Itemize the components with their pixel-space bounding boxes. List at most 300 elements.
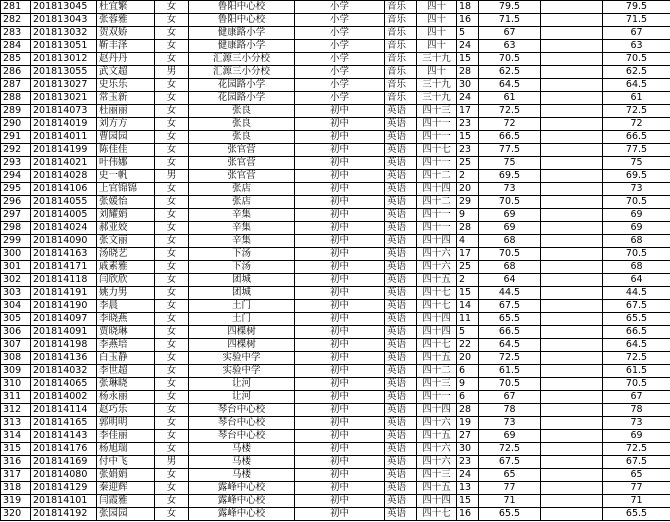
seq-cell: 287	[1, 79, 31, 92]
score-cell: 62.5	[479, 66, 541, 79]
school-cell: 琴台中心校	[189, 417, 295, 430]
subject-cell: 音乐	[385, 27, 417, 40]
final-score-cell: 72.5	[603, 105, 670, 118]
final-score-cell: 70.5	[603, 248, 670, 261]
subject-cell: 英语	[385, 170, 417, 183]
final-score-cell: 66.5	[603, 326, 670, 339]
school-cell: 张良	[189, 105, 295, 118]
stage-cell: 初中	[295, 430, 385, 443]
id-cell: 201814028	[31, 170, 97, 183]
stage-cell: 初中	[295, 339, 385, 352]
seq-cell: 284	[1, 40, 31, 53]
score-cell: 73	[479, 417, 541, 430]
sex-cell: 女	[155, 131, 189, 144]
subject-cell: 英语	[385, 157, 417, 170]
school-cell: 四棵树	[189, 339, 295, 352]
school-cell: 实验中学	[189, 352, 295, 365]
room-cell: 四十五	[417, 482, 457, 495]
room-cell: 四十	[417, 14, 457, 27]
final-score-cell: 67	[603, 27, 670, 40]
id-cell: 201813021	[31, 92, 97, 105]
blank-cell	[541, 235, 603, 248]
seat-cell: 15	[457, 287, 479, 300]
seat-cell: 30	[457, 443, 479, 456]
table-row	[1, 378, 670, 391]
table-row	[1, 1, 670, 14]
seq-cell: 309	[1, 365, 31, 378]
score-cell: 72.5	[479, 105, 541, 118]
seq-cell: 294	[1, 170, 31, 183]
seq-cell: 316	[1, 456, 31, 469]
seq-cell: 296	[1, 196, 31, 209]
stage-cell: 初中	[295, 105, 385, 118]
score-cell: 72	[479, 118, 541, 131]
id-cell: 201814097	[31, 313, 97, 326]
name-cell: 曹园园	[97, 131, 155, 144]
score-cell: 64.5	[479, 79, 541, 92]
blank-cell	[541, 79, 603, 92]
subject-cell: 英语	[385, 105, 417, 118]
sex-cell: 女	[155, 144, 189, 157]
final-score-cell: 69	[603, 222, 670, 235]
name-cell: 付中飞	[97, 456, 155, 469]
sex-cell: 女	[155, 92, 189, 105]
seat-cell: 9	[457, 378, 479, 391]
table-body	[1, 1, 670, 521]
name-cell: 闫欣欣	[97, 274, 155, 287]
school-cell: 花园路小学	[189, 92, 295, 105]
sex-cell: 女	[155, 404, 189, 417]
table-row	[1, 66, 670, 79]
subject-cell: 英语	[385, 222, 417, 235]
sex-cell: 女	[155, 300, 189, 313]
id-cell: 201814165	[31, 417, 97, 430]
school-cell: 实验中学	[189, 365, 295, 378]
blank-cell	[541, 313, 603, 326]
final-score-cell: 71	[603, 495, 670, 508]
seat-cell: 30	[457, 79, 479, 92]
seat-cell: 20	[457, 183, 479, 196]
sex-cell: 女	[155, 313, 189, 326]
blank-cell	[541, 105, 603, 118]
subject-cell: 英语	[385, 508, 417, 521]
score-cell: 71	[479, 495, 541, 508]
name-cell: 靳丰泽	[97, 40, 155, 53]
sex-cell: 女	[155, 27, 189, 40]
subject-cell: 英语	[385, 274, 417, 287]
blank-cell	[541, 248, 603, 261]
subject-cell: 英语	[385, 443, 417, 456]
name-cell: 赵巧乐	[97, 404, 155, 417]
seq-cell: 312	[1, 404, 31, 417]
score-cell: 77	[479, 482, 541, 495]
seq-cell: 295	[1, 183, 31, 196]
name-cell: 叶伟娜	[97, 157, 155, 170]
name-cell: 郭明明	[97, 417, 155, 430]
seat-cell: 28	[457, 66, 479, 79]
seat-cell: 17	[457, 248, 479, 261]
sex-cell: 女	[155, 378, 189, 391]
id-cell: 201814024	[31, 222, 97, 235]
name-cell: 白玉静	[97, 352, 155, 365]
sex-cell: 女	[155, 105, 189, 118]
seat-cell: 19	[457, 417, 479, 430]
id-cell: 201813051	[31, 40, 97, 53]
table-row	[1, 469, 670, 482]
school-cell: 张官营	[189, 170, 295, 183]
stage-cell: 小学	[295, 79, 385, 92]
id-cell: 201813043	[31, 14, 97, 27]
sex-cell: 女	[155, 326, 189, 339]
blank-cell	[541, 14, 603, 27]
sex-cell: 女	[155, 274, 189, 287]
school-cell: 张良	[189, 131, 295, 144]
subject-cell: 英语	[385, 261, 417, 274]
sex-cell: 女	[155, 79, 189, 92]
room-cell: 四十	[417, 27, 457, 40]
id-cell: 201814192	[31, 508, 97, 521]
seq-cell: 320	[1, 508, 31, 521]
school-cell: 露峰中心校	[189, 482, 295, 495]
table-row	[1, 248, 670, 261]
id-cell: 201814199	[31, 144, 97, 157]
score-cell: 72.5	[479, 352, 541, 365]
room-cell: 四十四	[417, 313, 457, 326]
subject-cell: 英语	[385, 131, 417, 144]
blank-cell	[541, 482, 603, 495]
final-score-cell: 69	[603, 209, 670, 222]
table-row	[1, 495, 670, 508]
blank-cell	[541, 287, 603, 300]
id-cell: 201813027	[31, 79, 97, 92]
seq-cell: 304	[1, 300, 31, 313]
seat-cell: 28	[457, 222, 479, 235]
stage-cell: 小学	[295, 14, 385, 27]
blank-cell	[541, 365, 603, 378]
score-cell: 63	[479, 40, 541, 53]
seat-cell: 17	[457, 105, 479, 118]
subject-cell: 英语	[385, 430, 417, 443]
sex-cell: 女	[155, 183, 189, 196]
id-cell: 201814190	[31, 300, 97, 313]
stage-cell: 初中	[295, 378, 385, 391]
final-score-cell: 79.5	[603, 1, 670, 14]
room-cell: 四十七	[417, 339, 457, 352]
subject-cell: 音乐	[385, 92, 417, 105]
name-cell: 上官锦锦	[97, 183, 155, 196]
seat-cell: 14	[457, 300, 479, 313]
sex-cell: 女	[155, 196, 189, 209]
table-row	[1, 235, 670, 248]
name-cell: 张琳晓	[97, 378, 155, 391]
school-cell: 健康路小学	[189, 40, 295, 53]
name-cell: 秦迎辉	[97, 482, 155, 495]
table-row	[1, 482, 670, 495]
sex-cell: 女	[155, 508, 189, 521]
subject-cell: 英语	[385, 456, 417, 469]
final-score-cell: 64	[603, 274, 670, 287]
seq-cell: 299	[1, 235, 31, 248]
id-cell: 201814118	[31, 274, 97, 287]
name-cell: 武文超	[97, 66, 155, 79]
school-cell: 琴台中心校	[189, 404, 295, 417]
school-cell: 张店	[189, 196, 295, 209]
room-cell: 四十六	[417, 456, 457, 469]
final-score-cell: 61	[603, 92, 670, 105]
table-row	[1, 183, 670, 196]
room-cell: 四十三	[417, 378, 457, 391]
final-score-cell: 70.5	[603, 53, 670, 66]
sex-cell: 女	[155, 235, 189, 248]
stage-cell: 小学	[295, 92, 385, 105]
score-cell: 66.5	[479, 131, 541, 144]
seat-cell: 2	[457, 170, 479, 183]
subject-cell: 音乐	[385, 79, 417, 92]
sex-cell: 女	[155, 157, 189, 170]
name-cell: 汤晓艺	[97, 248, 155, 261]
subject-cell: 英语	[385, 417, 417, 430]
room-cell: 四十六	[417, 261, 457, 274]
stage-cell: 初中	[295, 274, 385, 287]
seq-cell: 288	[1, 92, 31, 105]
id-cell: 201813045	[31, 1, 97, 14]
subject-cell: 英语	[385, 495, 417, 508]
table-row	[1, 170, 670, 183]
final-score-cell: 77	[603, 482, 670, 495]
room-cell: 四十一	[417, 131, 457, 144]
name-cell: 赵丹丹	[97, 53, 155, 66]
table-row	[1, 391, 670, 404]
table-row	[1, 27, 670, 40]
blank-cell	[541, 118, 603, 131]
sex-cell: 女	[155, 365, 189, 378]
id-cell: 201814191	[31, 287, 97, 300]
room-cell: 四十一	[417, 118, 457, 131]
final-score-cell: 73	[603, 183, 670, 196]
final-score-cell: 72.5	[603, 443, 670, 456]
stage-cell: 初中	[295, 404, 385, 417]
id-cell: 201814005	[31, 209, 97, 222]
id-cell: 201814101	[31, 495, 97, 508]
room-cell: 四十	[417, 66, 457, 79]
table-row	[1, 157, 670, 170]
seq-cell: 291	[1, 131, 31, 144]
final-score-cell: 72.5	[603, 352, 670, 365]
school-cell: 让河	[189, 378, 295, 391]
school-cell: 鲁阳中心校	[189, 14, 295, 27]
subject-cell: 英语	[385, 144, 417, 157]
sex-cell: 女	[155, 443, 189, 456]
score-cell: 73	[479, 183, 541, 196]
id-cell: 201814011	[31, 131, 97, 144]
name-cell: 李燕培	[97, 339, 155, 352]
stage-cell: 初中	[295, 144, 385, 157]
seat-cell: 25	[457, 157, 479, 170]
school-cell: 团城	[189, 274, 295, 287]
blank-cell	[541, 131, 603, 144]
seat-cell: 11	[457, 313, 479, 326]
seq-cell: 303	[1, 287, 31, 300]
name-cell: 郝亚姣	[97, 222, 155, 235]
id-cell: 201814091	[31, 326, 97, 339]
name-cell: 戚素雅	[97, 261, 155, 274]
name-cell: 杨永丽	[97, 391, 155, 404]
seat-cell: 18	[457, 1, 479, 14]
seq-cell: 281	[1, 1, 31, 14]
id-cell: 201814169	[31, 456, 97, 469]
id-cell: 201814055	[31, 196, 97, 209]
id-cell: 201814171	[31, 261, 97, 274]
seat-cell: 28	[457, 404, 479, 417]
final-score-cell: 44.5	[603, 287, 670, 300]
blank-cell	[541, 300, 603, 313]
final-score-cell: 64.5	[603, 339, 670, 352]
table-row	[1, 300, 670, 313]
subject-cell: 音乐	[385, 1, 417, 14]
school-cell: 张官营	[189, 157, 295, 170]
sex-cell: 女	[155, 40, 189, 53]
room-cell: 四十七	[417, 144, 457, 157]
score-cell: 67.5	[479, 300, 541, 313]
table-row	[1, 508, 670, 521]
table-row	[1, 417, 670, 430]
subject-cell: 英语	[385, 209, 417, 222]
sex-cell: 女	[155, 430, 189, 443]
score-cell: 64.5	[479, 339, 541, 352]
school-cell: 琴台中心校	[189, 430, 295, 443]
score-cell: 77.5	[479, 144, 541, 157]
table-row	[1, 144, 670, 157]
sex-cell: 女	[155, 495, 189, 508]
final-score-cell: 65.5	[603, 313, 670, 326]
sex-cell: 女	[155, 261, 189, 274]
room-cell: 四十四	[417, 326, 457, 339]
id-cell: 201814136	[31, 352, 97, 365]
blank-cell	[541, 378, 603, 391]
final-score-cell: 63	[603, 40, 670, 53]
table-row	[1, 339, 670, 352]
score-cell: 61	[479, 92, 541, 105]
seat-cell: 29	[457, 196, 479, 209]
room-cell: 四十三	[417, 469, 457, 482]
blank-cell	[541, 92, 603, 105]
stage-cell: 初中	[295, 508, 385, 521]
room-cell: 四十六	[417, 248, 457, 261]
seat-cell: 22	[457, 339, 479, 352]
seat-cell: 2	[457, 274, 479, 287]
table-row	[1, 209, 670, 222]
score-cell: 70.5	[479, 53, 541, 66]
id-cell: 201813055	[31, 66, 97, 79]
blank-cell	[541, 352, 603, 365]
final-score-cell: 62.5	[603, 66, 670, 79]
stage-cell: 初中	[295, 248, 385, 261]
final-score-cell: 68	[603, 261, 670, 274]
subject-cell: 音乐	[385, 66, 417, 79]
table-row	[1, 105, 670, 118]
school-cell: 土门	[189, 300, 295, 313]
sex-cell: 女	[155, 352, 189, 365]
subject-cell: 英语	[385, 235, 417, 248]
room-cell: 四十二	[417, 365, 457, 378]
name-cell: 李佳丽	[97, 430, 155, 443]
sex-cell: 女	[155, 1, 189, 14]
seq-cell: 302	[1, 274, 31, 287]
sex-cell: 男	[155, 170, 189, 183]
room-cell: 四十六	[417, 417, 457, 430]
sex-cell: 男	[155, 66, 189, 79]
subject-cell: 英语	[385, 469, 417, 482]
blank-cell	[541, 274, 603, 287]
name-cell: 姚力男	[97, 287, 155, 300]
room-cell: 四十六	[417, 443, 457, 456]
seq-cell: 305	[1, 313, 31, 326]
final-score-cell: 73	[603, 417, 670, 430]
room-cell: 四十一	[417, 391, 457, 404]
seat-cell: 24	[457, 40, 479, 53]
table-row	[1, 430, 670, 443]
table-row	[1, 313, 670, 326]
table-row	[1, 274, 670, 287]
id-cell: 201814114	[31, 404, 97, 417]
seat-cell: 15	[457, 53, 479, 66]
name-cell: 李世超	[97, 365, 155, 378]
subject-cell: 英语	[385, 352, 417, 365]
table-row	[1, 222, 670, 235]
final-score-cell: 69.5	[603, 170, 670, 183]
blank-cell	[541, 339, 603, 352]
room-cell: 四十五	[417, 430, 457, 443]
blank-cell	[541, 495, 603, 508]
room-cell: 四十二	[417, 170, 457, 183]
seq-cell: 318	[1, 482, 31, 495]
seq-cell: 286	[1, 66, 31, 79]
final-score-cell: 68	[603, 235, 670, 248]
subject-cell: 英语	[385, 326, 417, 339]
score-cell: 78	[479, 404, 541, 417]
final-score-cell: 78	[603, 404, 670, 417]
blank-cell	[541, 456, 603, 469]
school-cell: 张店	[189, 183, 295, 196]
stage-cell: 初中	[295, 287, 385, 300]
subject-cell: 英语	[385, 482, 417, 495]
seq-cell: 314	[1, 430, 31, 443]
seq-cell: 289	[1, 105, 31, 118]
id-cell: 201814019	[31, 118, 97, 131]
school-cell: 辛集	[189, 222, 295, 235]
seq-cell: 310	[1, 378, 31, 391]
stage-cell: 初中	[295, 352, 385, 365]
seq-cell: 300	[1, 248, 31, 261]
final-score-cell: 65.5	[603, 508, 670, 521]
name-cell: 刘方方	[97, 118, 155, 131]
table-row	[1, 365, 670, 378]
stage-cell: 小学	[295, 40, 385, 53]
stage-cell: 初中	[295, 209, 385, 222]
blank-cell	[541, 40, 603, 53]
name-cell: 李晨	[97, 300, 155, 313]
blank-cell	[541, 1, 603, 14]
score-cell: 64	[479, 274, 541, 287]
seq-cell: 315	[1, 443, 31, 456]
blank-cell	[541, 144, 603, 157]
school-cell: 下汤	[189, 261, 295, 274]
stage-cell: 初中	[295, 261, 385, 274]
name-cell: 杜宜繁	[97, 1, 155, 14]
score-cell: 72.5	[479, 443, 541, 456]
school-cell: 张官营	[189, 144, 295, 157]
room-cell: 四十一	[417, 222, 457, 235]
